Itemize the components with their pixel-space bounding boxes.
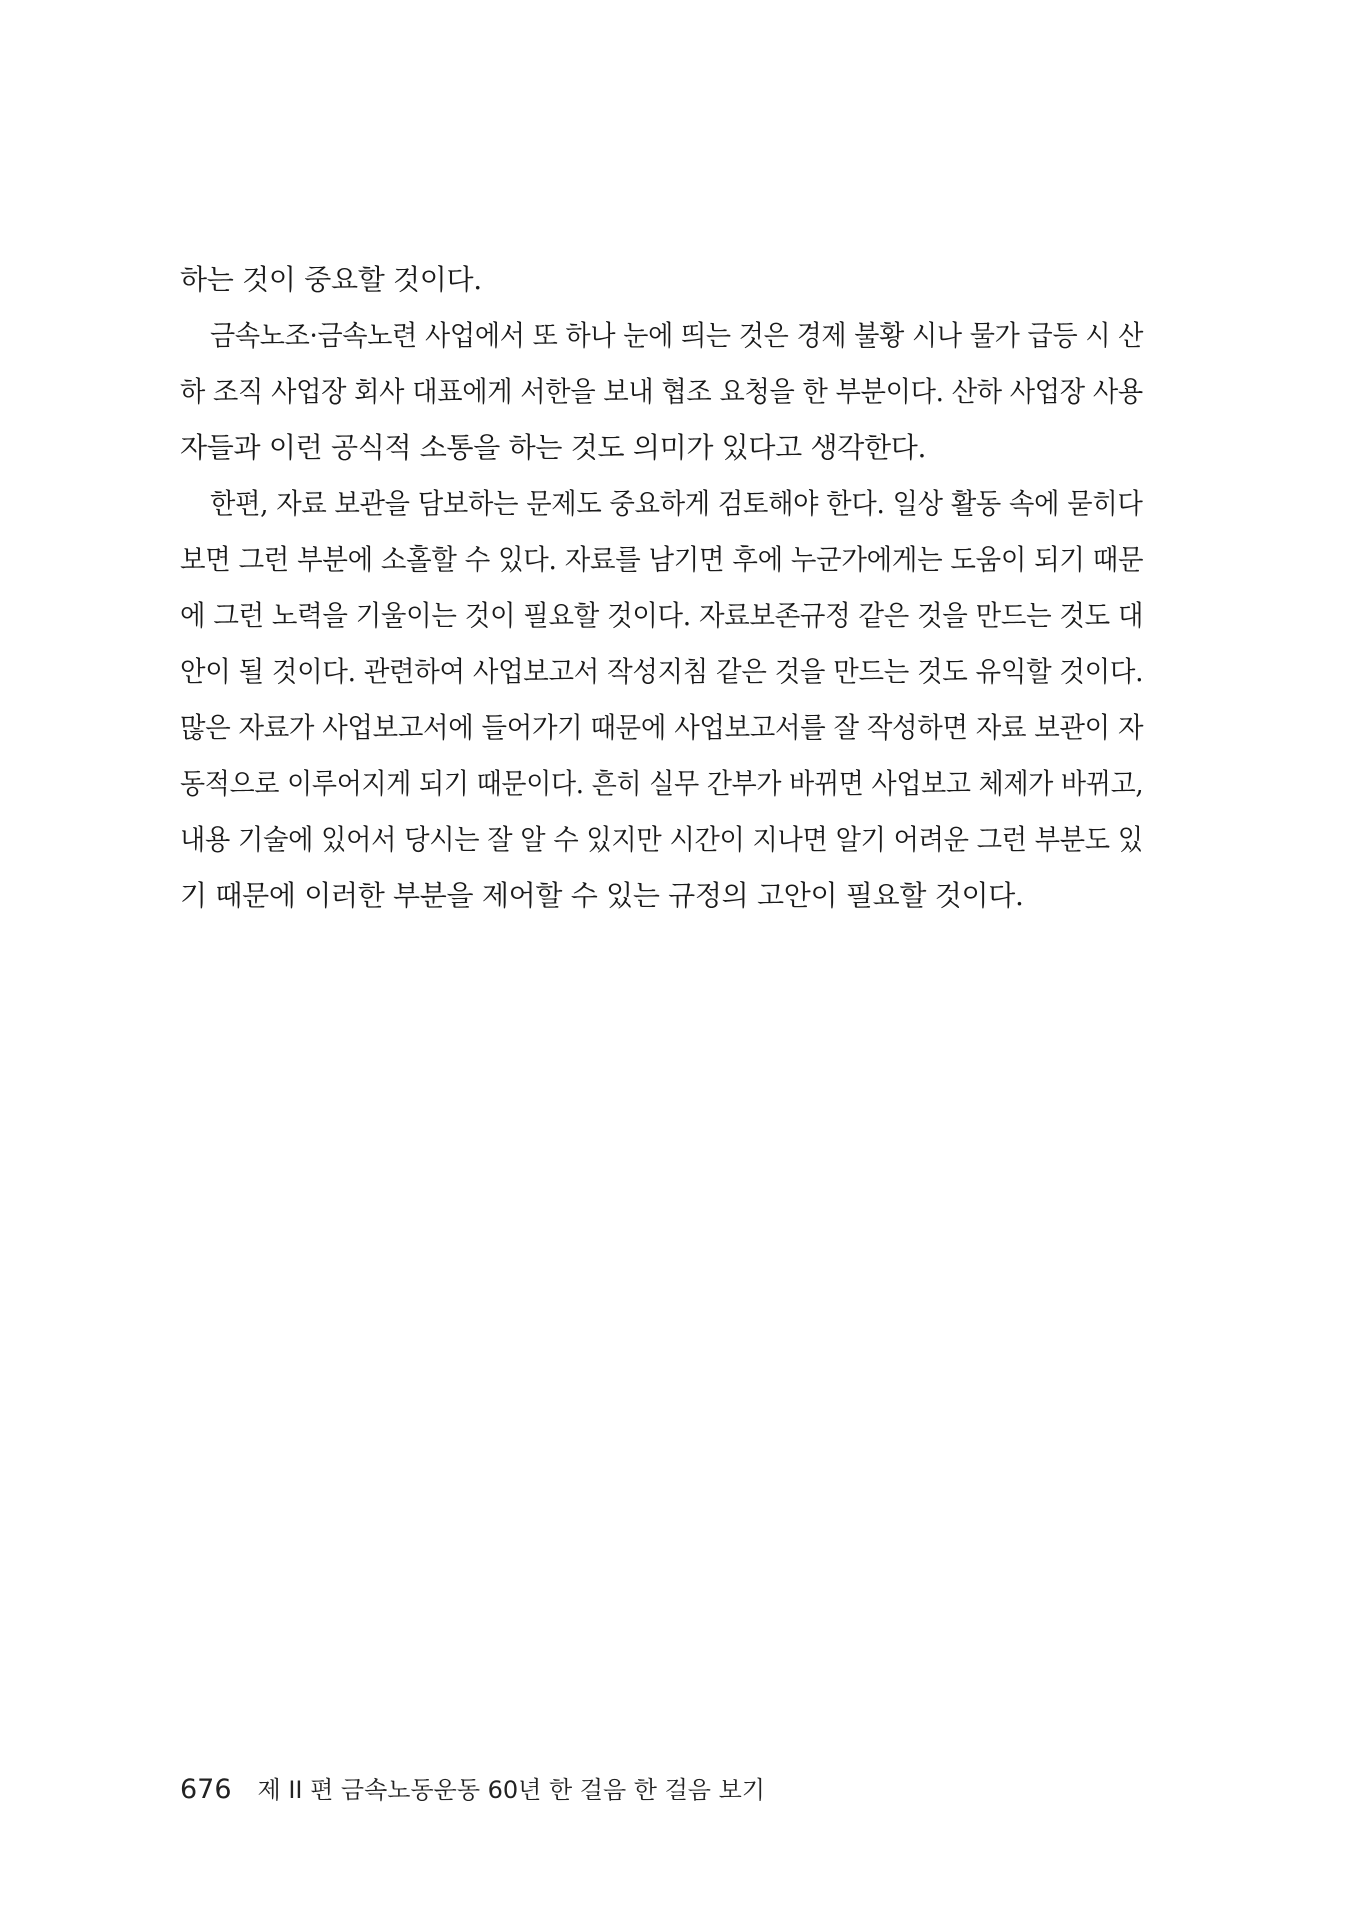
body-line: 한편, 자료 보관을 담보하는 문제도 중요하게 검토해야 한다. 일상 활동 속에 묻히다 [210,487,1143,520]
body-line: 하는 것이 중요할 것이다. [180,263,482,296]
body-line: 안이 될 것이다. 관련하여 사업보고서 작성지침 같은 것을 만드는 것도 유익할 것이다. [180,655,1144,688]
body-line: 보면 그런 부분에 소홀할 수 있다. 자료를 남기면 후에 누군가에게는 도움이 되기 때문 [180,543,1144,576]
body-line: 자들과 이런 공식적 소통을 하는 것도 의미가 있다고 생각한다. [180,431,927,464]
body-line: 금속노조·금속노련 사업에서 또 하나 눈에 띄는 것은 경제 불황 시나 물가 급등 시 산 [210,319,1144,352]
body-line: 에 그런 노력을 기울이는 것이 필요할 것이다. 자료보존규정 같은 것을 만드는 것도 대 [180,599,1144,632]
body-line: 동적으로 이루어지게 되기 때문이다. 흔히 실무 간부가 바뀌면 사업보고 체제가 바뀌고, [180,767,1144,800]
running-title: 제 II 편 금속노동운동 60년 한 걸음 한 걸음 보기 [257,1776,765,1804]
body-line: 기 때문에 이러한 부분을 제어할 수 있는 규정의 고안이 필요할 것이다. [180,879,1024,912]
body-line: 많은 자료가 사업보고서에 들어가기 때문에 사업보고서를 잘 작성하면 자료 보관이 자 [180,711,1144,744]
body-line: 내용 기술에 있어서 당시는 잘 알 수 있지만 시간이 지나면 알기 어려운 그런 부분도 있 [180,823,1143,856]
page-footer [180,1773,765,1807]
page-number: 676 [180,1774,232,1805]
body-line: 하 조직 사업장 회사 대표에게 서한을 보내 협조 요청을 한 부분이다. 산하 사업장 사용 [180,375,1143,408]
